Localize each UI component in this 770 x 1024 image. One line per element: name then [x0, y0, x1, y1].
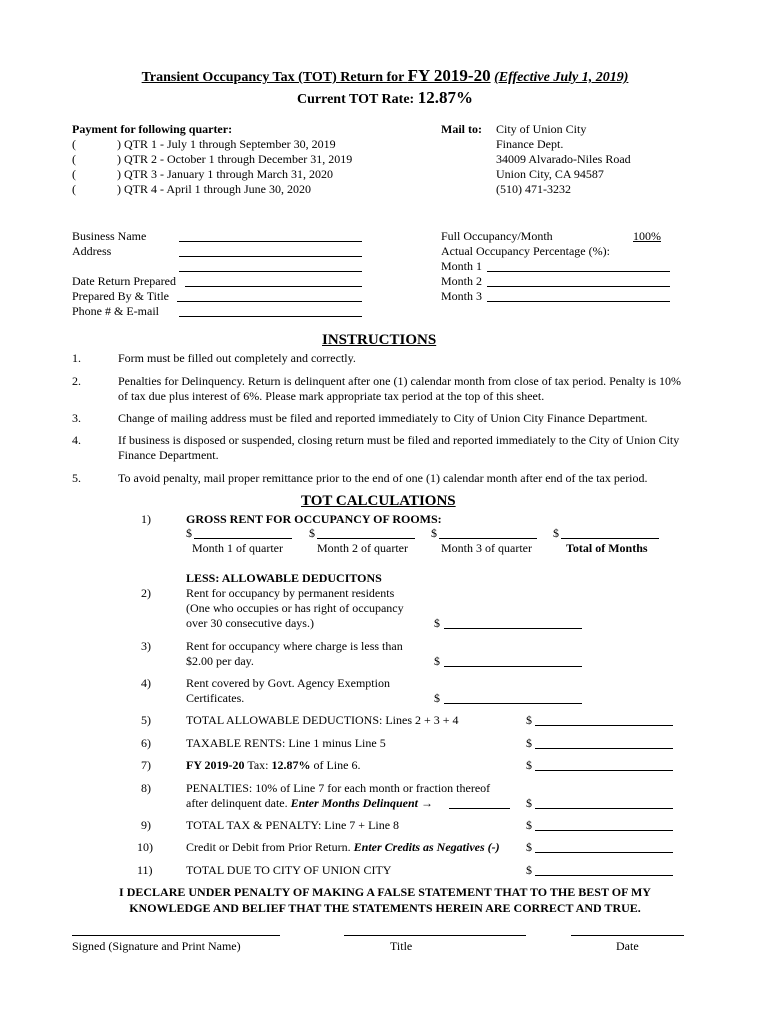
title-prefix: Transient Occupancy Tax (TOT) Return for: [141, 70, 408, 85]
declaration-line-2: KNOWLEDGE AND BELIEF THAT THE STATEMENTS HEREIN ARE CORRECT AND TRUE.: [129, 901, 641, 915]
line-7-num: 7): [141, 758, 151, 772]
actual-occupancy-label: Actual Occupancy Percentage (%):: [441, 244, 610, 258]
mail-to-line-1: City of Union City: [496, 122, 587, 136]
title-label: Title: [390, 939, 413, 953]
date-prepared-label: Date Return Prepared: [72, 274, 176, 288]
prepared-by-label: Prepared By & Title: [72, 289, 170, 303]
form-title: [0, 66, 770, 86]
line-11-dollar: $: [526, 863, 532, 877]
line-5-label: TOTAL ALLOWABLE DEDUCTIONS: Lines 2 + 3 + 4: [186, 713, 459, 727]
effective-date: (Effective July 1, 2019): [494, 70, 629, 85]
month2-gross-field[interactable]: [317, 538, 415, 539]
quarter-1-label: ) QTR 1 - July 1 through September 30, 2019: [117, 137, 336, 151]
month-1-label: Month 1: [441, 259, 483, 273]
prepared-by-field[interactable]: [177, 301, 362, 302]
months-delinquent-field[interactable]: [449, 808, 510, 809]
date-label: Date: [616, 939, 639, 953]
line-1-num: 1): [141, 512, 151, 526]
date-field[interactable]: [571, 935, 684, 936]
mail-to-line-4: Union City, CA 94587: [496, 167, 604, 181]
line-3-field[interactable]: [444, 666, 582, 667]
instruction-4-text: If business is disposed or suspended, closing return must be filed and reported immediately to the City of Union City Finance Department.: [118, 433, 680, 462]
line-3-text-2: $2.00 per day.: [186, 654, 254, 668]
line-8-field[interactable]: [535, 808, 673, 809]
mail-to-label: Mail to:: [441, 122, 482, 136]
mail-to-line-2: Finance Dept.: [496, 137, 564, 151]
line-11-num: 11): [137, 863, 153, 877]
col-month-2: Month 2 of quarter: [317, 541, 408, 555]
line-9-num: 9): [141, 818, 151, 832]
instruction-1-text: Form must be filled out completely and correctly.: [118, 351, 356, 365]
line-5-field[interactable]: [535, 725, 673, 726]
line-4-text-2: Certificates.: [186, 691, 245, 705]
line-4-field[interactable]: [444, 703, 582, 704]
quarter-4-label: ) QTR 4 - April 1 through June 30, 2020: [117, 182, 311, 196]
line-3-text-1: Rent for occupancy where charge is less than: [186, 639, 403, 653]
line-6-field[interactable]: [535, 748, 673, 749]
instruction-3-num: 3.: [72, 411, 81, 425]
line-11-label: TOTAL DUE TO CITY OF UNION CITY: [186, 863, 392, 877]
month3-gross-field[interactable]: [439, 538, 537, 539]
instruction-5-text: To avoid penalty, mail proper remittance prior to the end of one (1) calendar month after end of the tax period.: [118, 471, 648, 485]
total-dollar: $: [553, 526, 559, 540]
mail-to-line-3: 34009 Alvarado-Niles Road: [496, 152, 631, 166]
line-6-dollar: $: [526, 736, 532, 750]
mail-to-line-5: (510) 471-3232: [496, 182, 571, 196]
line-2-text-3: over 30 consecutive days.): [186, 616, 314, 630]
phone-email-label: Phone # & E-mail: [72, 304, 159, 318]
line-9-dollar: $: [526, 818, 532, 832]
line-10-label: Credit or Debit from Prior Return. Enter Credits as Negatives (-): [186, 840, 500, 854]
col-total: Total of Months: [566, 541, 648, 555]
line-11-field[interactable]: [535, 875, 673, 876]
instruction-2-num: 2.: [72, 374, 81, 388]
line-3-num: 3): [141, 639, 151, 653]
col-month-1: Month 1 of quarter: [192, 541, 283, 555]
line-7-label: FY 2019-20 Tax: 12.87% of Line 6.: [186, 758, 361, 772]
month-3-label: Month 3: [441, 289, 483, 303]
month-2-field[interactable]: [487, 286, 670, 287]
month2-dollar: $: [309, 526, 315, 540]
month-3-field[interactable]: [487, 301, 670, 302]
instruction-2-text: Penalties for Delinquency. Return is delinquent after one (1) calendar month from close of tax period. Penalty is 10% of tax due plus interest of 6%. Please mark appropriate tax period at the top of this sheet.: [118, 374, 682, 403]
month-2-label: Month 2: [441, 274, 483, 288]
address-field-2[interactable]: [179, 271, 362, 272]
quarter-3-open[interactable]: (: [72, 167, 76, 181]
declaration-line-1: I DECLARE UNDER PENALTY OF MAKING A FALSE STATEMENT THAT TO THE BEST OF MY: [119, 885, 651, 899]
quarter-2-label: ) QTR 2 - October 1 through December 31, 2019: [117, 152, 353, 166]
date-prepared-field[interactable]: [185, 286, 362, 287]
month1-gross-field[interactable]: [194, 538, 292, 539]
line-4-text-1: Rent covered by Govt. Agency Exemption: [186, 676, 390, 690]
rate-label: Current TOT Rate:: [297, 92, 418, 107]
quarter-3-label: ) QTR 3 - January 1 through March 31, 2020: [117, 167, 333, 181]
line-2-text-1: Rent for occupancy by permanent residents: [186, 586, 395, 600]
line-8-num: 8): [141, 781, 151, 795]
instruction-3-text: Change of mailing address must be filed and reported immediately to City of Union City Finance Department.: [118, 411, 648, 425]
line-2-num: 2): [141, 586, 151, 600]
arrow-right-icon: →: [421, 796, 433, 810]
line-3-dollar: $: [434, 654, 440, 668]
signed-label: Signed (Signature and Print Name): [72, 939, 241, 953]
line-6-num: 6): [141, 736, 151, 750]
instruction-5-num: 5.: [72, 471, 81, 485]
line-9-field[interactable]: [535, 830, 673, 831]
quarter-2-open[interactable]: (: [72, 152, 76, 166]
line-10-field[interactable]: [535, 852, 673, 853]
line-8-text-1: PENALTIES: 10% of Line 7 for each month or fraction thereof: [186, 781, 491, 795]
line-1-label: GROSS RENT FOR OCCUPANCY OF ROOMS:: [186, 512, 442, 526]
business-name-field[interactable]: [179, 241, 362, 242]
line-8-dollar: $: [526, 796, 532, 810]
col-month-3: Month 3 of quarter: [441, 541, 532, 555]
instructions-heading: INSTRUCTIONS: [322, 332, 437, 348]
line-5-num: 5): [141, 713, 151, 727]
rate-value: 12.87%: [417, 88, 473, 107]
full-occupancy-label: Full Occupancy/Month: [441, 229, 553, 243]
line-4-num: 4): [141, 676, 151, 690]
month-1-field[interactable]: [487, 271, 670, 272]
address-field-1[interactable]: [179, 256, 362, 257]
calculations-heading: TOT CALCULATIONS: [301, 493, 456, 509]
title-field[interactable]: [344, 935, 526, 936]
line-6-label: TAXABLE RENTS: Line 1 minus Line 5: [186, 736, 386, 750]
tot-rate-line: [0, 88, 770, 108]
line-8-text-2: after delinquent date. Enter Months Delinquent →: [186, 796, 433, 810]
line-7-dollar: $: [526, 758, 532, 772]
month1-dollar: $: [186, 526, 192, 540]
line-2-dollar: $: [434, 616, 440, 630]
line-4-dollar: $: [434, 691, 440, 705]
quarter-4-open[interactable]: (: [72, 182, 76, 196]
signature-field[interactable]: [72, 935, 280, 936]
line-9-label: TOTAL TAX & PENALTY: Line 7 + Line 8: [186, 818, 400, 832]
quarter-1-open[interactable]: (: [72, 137, 76, 151]
line-10-num: 10): [137, 840, 153, 854]
payment-heading: Payment for following quarter:: [72, 122, 233, 136]
instruction-1-num: 1.: [72, 351, 81, 365]
line-5-dollar: $: [526, 713, 532, 727]
month3-dollar: $: [431, 526, 437, 540]
line-2-field[interactable]: [444, 628, 582, 629]
line-7-field[interactable]: [535, 770, 673, 771]
fiscal-year: FY 2019-20: [407, 66, 491, 85]
phone-email-field[interactable]: [179, 316, 362, 317]
less-deductions-heading: LESS: ALLOWABLE DEDUCITONS: [186, 571, 382, 585]
total-gross-field[interactable]: [561, 538, 659, 539]
instruction-4-num: 4.: [72, 433, 81, 447]
address-label: Address: [72, 244, 112, 258]
full-occupancy-value: 100%: [633, 229, 661, 243]
line-10-dollar: $: [526, 840, 532, 854]
line-2-text-2: (One who occupies or has right of occupancy: [186, 601, 404, 615]
business-name-label: Business Name: [72, 229, 147, 243]
